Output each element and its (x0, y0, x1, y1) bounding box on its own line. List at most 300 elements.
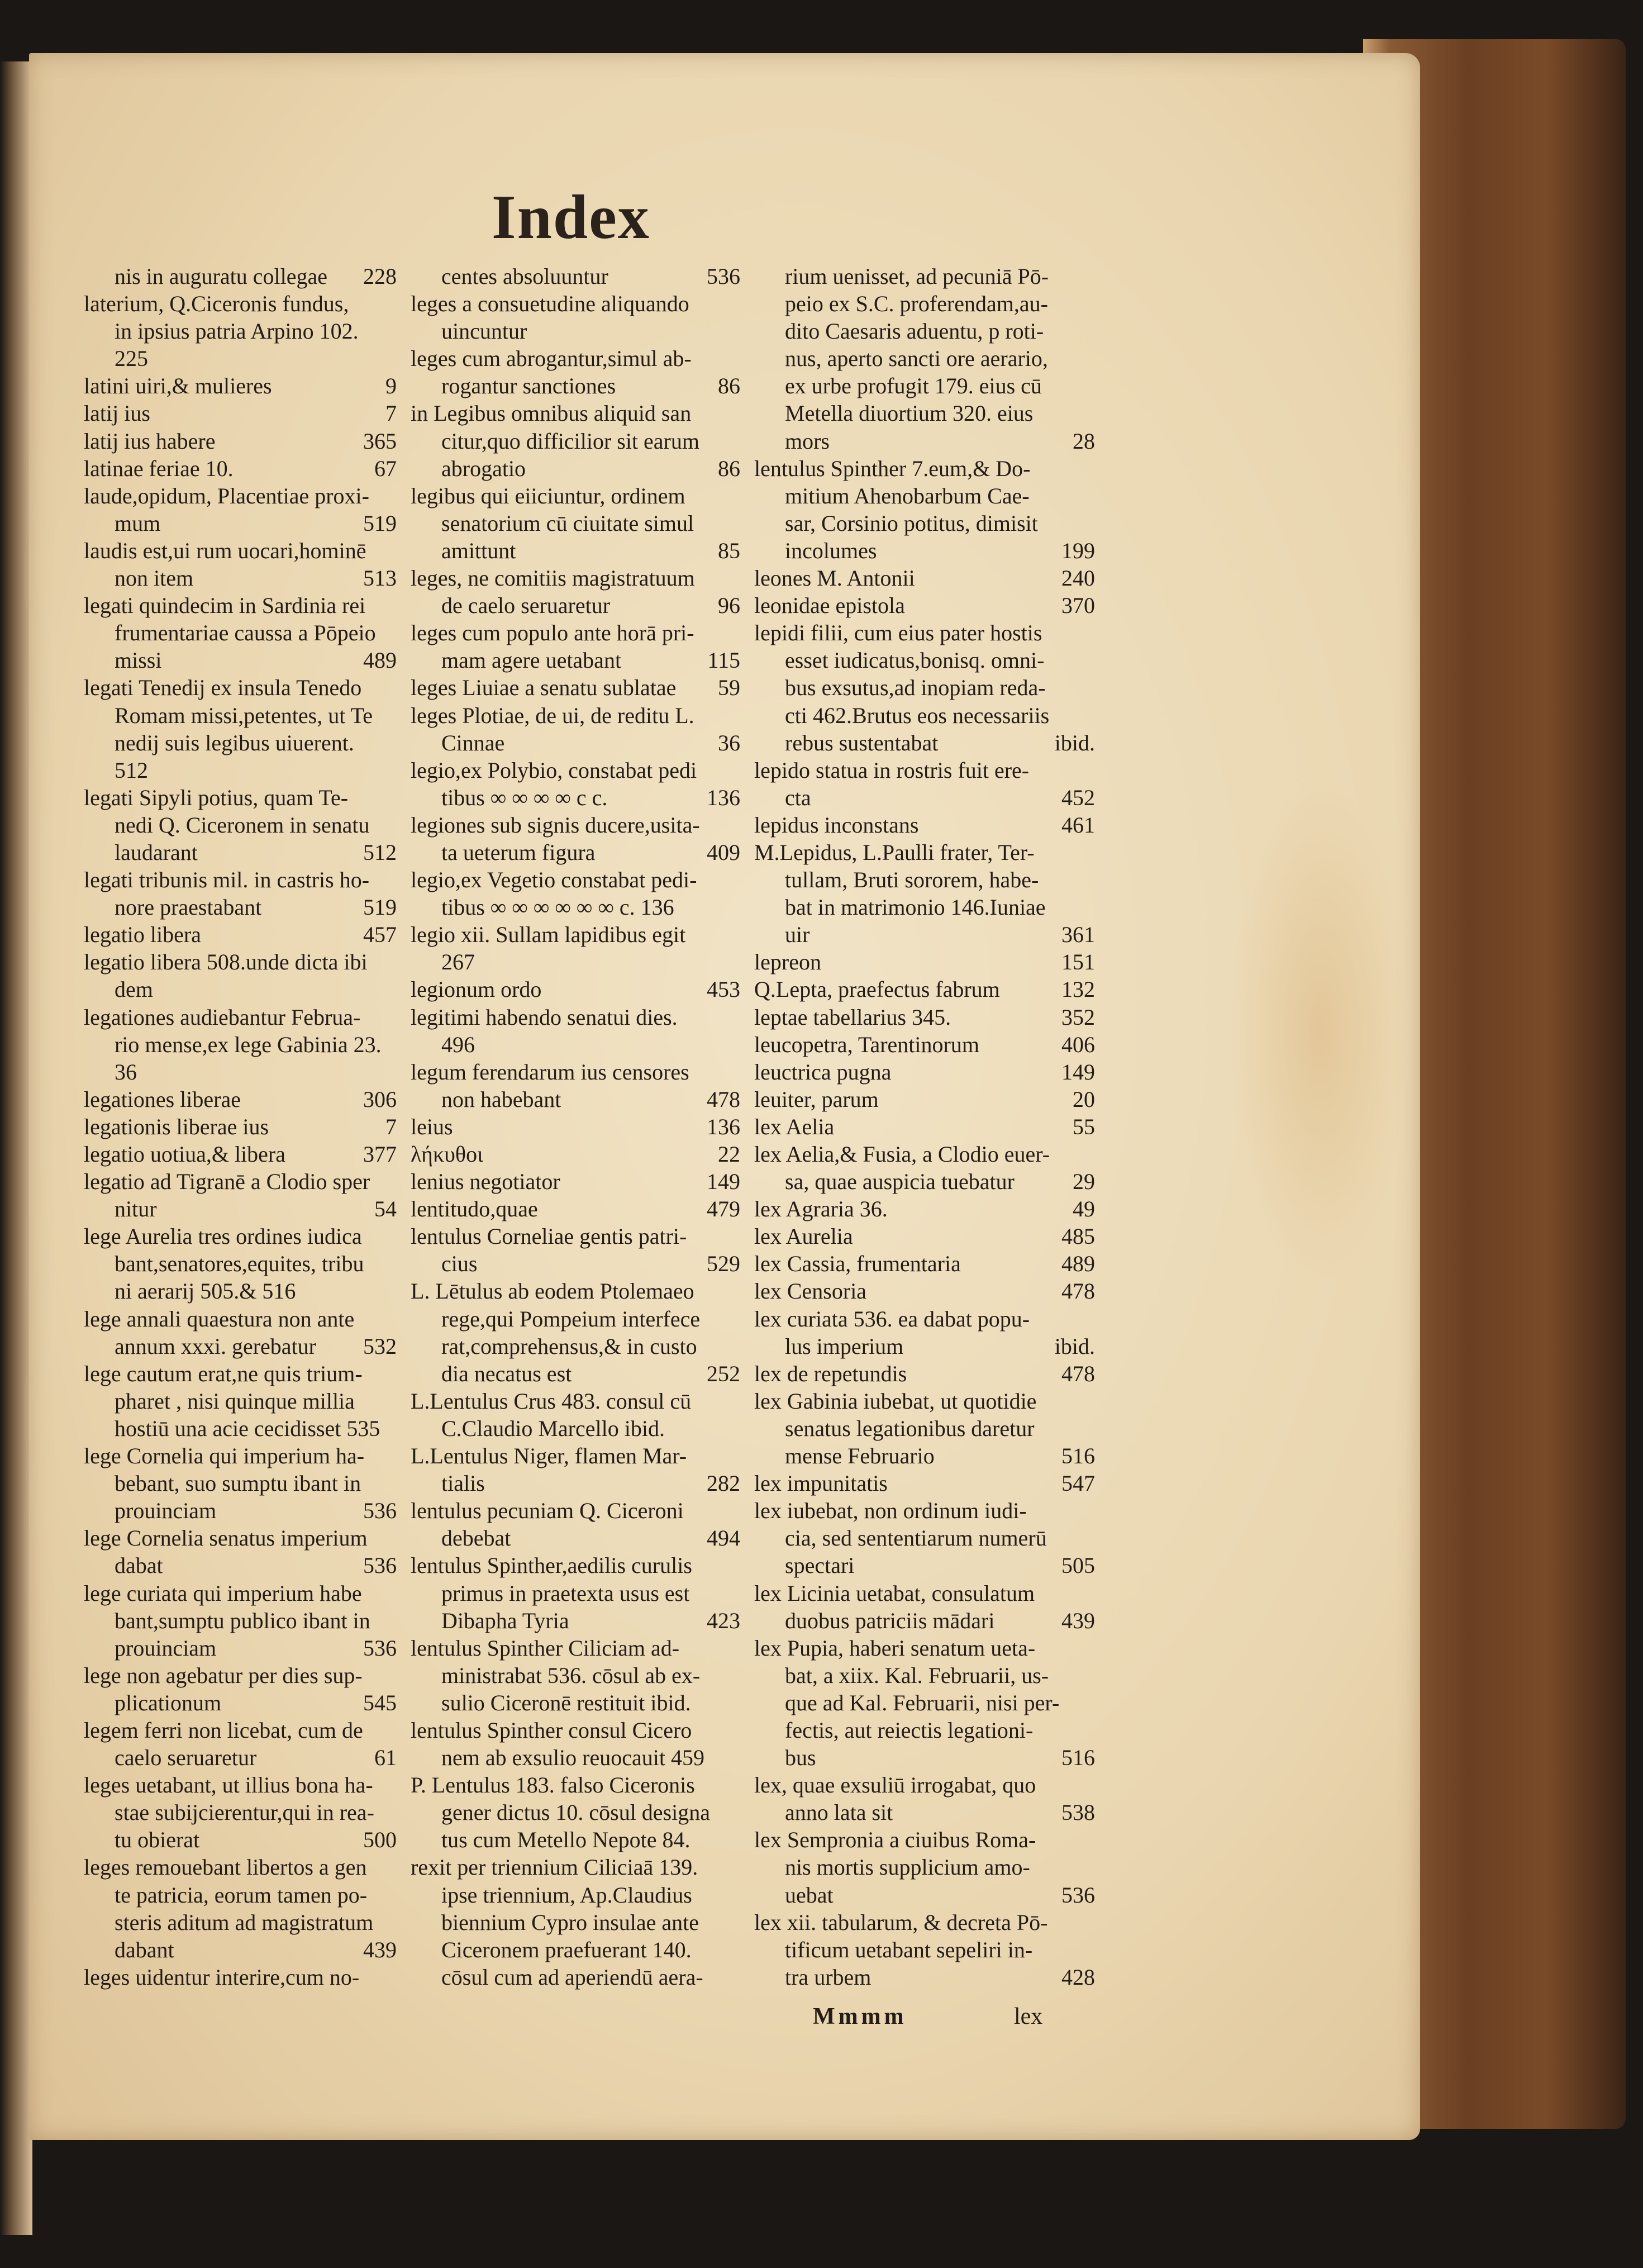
entry-text: lepido statua in rostris fuit ere- (754, 757, 1030, 783)
index-entry-line (411, 866, 740, 893)
entry-text: leges uidentur interire,cum no- (84, 1964, 360, 1990)
index-column-1 (84, 263, 397, 1991)
entry-text: leuctrica pugna (754, 1059, 892, 1085)
index-entry-line (754, 592, 1095, 619)
index-entry-line (411, 1853, 740, 1881)
index-entry-line (84, 1031, 397, 1058)
entry-page-number: 136 (707, 1114, 740, 1139)
index-entry-line (754, 1580, 1095, 1607)
entry-text: tibus ∞ ∞ ∞ ∞ c c. (441, 784, 608, 810)
index-entry-line (411, 921, 740, 948)
entry-text: leonidae epistola (754, 593, 905, 619)
index-entry-line (84, 811, 397, 839)
entry-text: L. Lētulus ab eodem Ptolemaeo (411, 1278, 694, 1304)
entry-page-number: 519 (363, 895, 397, 920)
index-entry-line (84, 592, 397, 619)
entry-text: dem (115, 977, 153, 1002)
index-entry-line (84, 564, 397, 592)
index-entry-line (411, 1140, 740, 1168)
entry-text: leptae tabellarius 345. (754, 1004, 951, 1030)
entry-page-number: 536 (363, 1635, 397, 1661)
entry-text: lege non agebatur per dies sup- (84, 1662, 363, 1688)
entry-text: Q.Lepta, praefectus fabrum (754, 977, 1000, 1002)
index-entry-line (754, 1799, 1095, 1826)
index-entry-line (411, 592, 740, 619)
index-entry-line (84, 702, 397, 729)
index-entry-line (84, 1799, 397, 1826)
entry-text: latij ius habere (84, 428, 216, 454)
index-entry-line (84, 1662, 397, 1689)
index-entry-line (411, 976, 740, 1003)
index-entry-line (84, 1333, 397, 1360)
entry-text: lex Gabinia iubebat, ut quotidie (754, 1388, 1037, 1414)
index-entry-line (754, 537, 1095, 564)
index-entry-line (84, 1387, 397, 1415)
entry-page-number: 36 (718, 730, 740, 755)
entry-text: bant,senatores,equites, tribu (115, 1251, 364, 1277)
index-entry-line (84, 372, 397, 400)
entry-text: te patricia, eorum tamen po- (115, 1882, 368, 1908)
index-entry-line (411, 510, 740, 537)
entry-text: lex Agraria 36. (754, 1196, 888, 1222)
entry-text: prouinciam (115, 1498, 217, 1524)
entry-text: dabant (115, 1937, 174, 1962)
index-entry-line (411, 400, 740, 427)
entry-text: laudis est,ui rum uocari,hominē (84, 538, 366, 563)
entry-page-number: 149 (707, 1169, 740, 1195)
index-entry-line (411, 345, 740, 372)
entry-text: nis in auguratu collegae (115, 264, 327, 289)
index-entry-line (754, 1470, 1095, 1497)
entry-text: Ciceronem praefuerant 140. (441, 1937, 692, 1962)
index-entry-line (411, 317, 740, 345)
index-entry-line (411, 757, 740, 784)
index-entry-line (411, 1799, 740, 1826)
entry-text: rio mense,ex lege Gabinia 23. (115, 1031, 382, 1057)
entry-text: legationes liberae (84, 1086, 241, 1112)
index-entry-line (84, 1250, 397, 1277)
entry-text: leges a consuetudine aliquando (411, 291, 689, 317)
entry-text: Cinnae (441, 730, 505, 755)
index-entry-line (411, 1086, 740, 1113)
entry-text: lex Aelia (754, 1114, 835, 1139)
entry-text: lenius negotiator (411, 1169, 560, 1195)
entry-text: tu obierat (115, 1827, 200, 1853)
entry-text: L.Lentulus Niger, flamen Mar- (411, 1443, 687, 1469)
entry-page-number: 409 (707, 839, 740, 865)
index-entry-line (754, 1497, 1095, 1524)
index-entry-line (754, 1607, 1095, 1634)
entry-text: leges remouebant libertos a gen (84, 1855, 367, 1880)
index-entry-line (754, 1360, 1095, 1387)
index-entry-line (84, 317, 397, 345)
entry-page-number: 536 (707, 264, 740, 289)
entry-page-number: 519 (363, 510, 397, 536)
entry-page-number: 22 (718, 1142, 740, 1167)
index-entry-line (84, 1552, 397, 1579)
entry-text: leuiter, parum (754, 1086, 879, 1112)
entry-text: mense Februario (785, 1443, 935, 1469)
entry-text: stae subijcierentur,qui in rea- (115, 1800, 374, 1825)
entry-text: lentulus Spinther consul Cicero (411, 1717, 692, 1743)
index-entry-line (754, 1689, 1095, 1717)
entry-page-number: 352 (1061, 1004, 1095, 1030)
index-entry-line (84, 1497, 397, 1524)
entry-text: cōsul cum ad aperiendū aera- (441, 1964, 703, 1990)
index-entry-line (84, 537, 397, 564)
index-entry-line (84, 510, 397, 537)
entry-text: ipse triennium, Ap.Claudius (441, 1882, 692, 1908)
index-entry-line (411, 1909, 740, 1936)
entry-text: nus, aperto sancti ore aerario, (785, 346, 1048, 372)
index-entry-line (84, 1826, 397, 1853)
entry-text: peio ex S.C. proferendam,au- (785, 291, 1048, 317)
entry-page-number: 7 (385, 401, 397, 426)
index-entry-line (411, 839, 740, 866)
entry-text: lex iubebat, non ordinum iudi- (754, 1498, 1027, 1524)
index-entry-line (84, 1277, 397, 1305)
entry-text: lepidi filii, cum eius pater hostis (754, 620, 1042, 646)
entry-text: tus cum Metello Nepote 84. (441, 1827, 690, 1853)
index-entry-line (411, 564, 740, 592)
entry-text: legem ferri non licebat, cum de (84, 1717, 363, 1743)
entry-page-number: 59 (718, 675, 740, 701)
entry-text: incolumes (785, 538, 877, 563)
index-entry-line (84, 1140, 397, 1168)
entry-text: ministrabat 536. cōsul ab ex- (441, 1662, 701, 1688)
entry-text: lege Cornelia senatus imperium (84, 1525, 368, 1551)
index-entry-line (754, 1168, 1095, 1195)
entry-text: lege Cornelia qui imperium ha- (84, 1443, 365, 1469)
entry-text: leges Liuiae a senatu sublatae (411, 675, 677, 701)
entry-page-number: 67 (374, 455, 397, 481)
entry-page-number: 513 (363, 565, 397, 591)
entry-page-number: 86 (718, 455, 740, 481)
index-entry-line (411, 1387, 740, 1415)
index-entry-line (754, 702, 1095, 729)
entry-text: cti 462.Brutus eos necessariis (785, 702, 1050, 728)
index-entry-line (754, 564, 1095, 592)
entry-page-number: 423 (707, 1608, 740, 1633)
entry-page-number: 536 (1061, 1882, 1095, 1908)
entry-page-number: 532 (363, 1333, 397, 1359)
index-entry-line (754, 1004, 1095, 1031)
entry-text: nis mortis supplicium amo- (785, 1855, 1030, 1880)
index-entry-line (84, 757, 397, 784)
index-entry-line (754, 893, 1095, 921)
index-entry-line (84, 921, 397, 948)
index-entry-line (84, 1909, 397, 1936)
entry-text: lentulus pecuniam Q. Ciceroni (411, 1498, 684, 1524)
index-entry-line (84, 1580, 397, 1607)
entry-text: lex Cassia, frumentaria (754, 1251, 961, 1277)
index-entry-line (754, 757, 1095, 784)
entry-page-number: 478 (707, 1086, 740, 1112)
entry-text: primus in praetexta usus est (441, 1580, 690, 1606)
index-entry-line (411, 482, 740, 510)
entry-page-number: 96 (718, 593, 740, 619)
entry-page-number: 547 (1061, 1471, 1095, 1496)
entry-text: leius (411, 1114, 453, 1139)
index-entry-line (84, 839, 397, 866)
entry-text: latinae feriae 10. (84, 455, 234, 481)
entry-text: leges, ne comitiis magistratuum (411, 565, 695, 591)
entry-text: lex Aelia,& Fusia, a Clodio euer- (754, 1142, 1050, 1167)
entry-text: uebat (785, 1882, 834, 1908)
entry-page-number: 479 (707, 1196, 740, 1222)
entry-page-number: 115 (707, 648, 740, 673)
entry-text: λήκυθοι (411, 1142, 483, 1167)
entry-text: legibus qui eiiciuntur, ordinem (411, 483, 685, 508)
index-entry-line (84, 1771, 397, 1799)
entry-page-number: 529 (707, 1251, 740, 1277)
entry-text: rogantur sanctiones (441, 373, 616, 399)
index-entry-line (84, 1195, 397, 1223)
index-entry-line (411, 537, 740, 564)
index-entry-line (411, 372, 740, 400)
index-entry-line (754, 1113, 1095, 1140)
entry-page-number: 132 (1061, 977, 1095, 1002)
index-entry-line (754, 372, 1095, 400)
entry-text: dabat (115, 1553, 163, 1578)
index-entry-line (411, 1058, 740, 1086)
index-entry-line (754, 1333, 1095, 1360)
entry-text: 512 (115, 757, 148, 783)
index-entry-line (84, 400, 397, 427)
index-entry-line (84, 1607, 397, 1634)
entry-text: nem ab exsulio reuocauit 459 (441, 1745, 704, 1771)
index-column-3 (754, 263, 1095, 1991)
index-entry-line (754, 619, 1095, 646)
entry-text: lentulus Corneliae gentis patri- (411, 1224, 687, 1249)
entry-text: legatio uotiua,& libera (84, 1142, 285, 1167)
index-entry-line (411, 784, 740, 811)
entry-text: leges cum abrogantur,simul ab- (411, 346, 692, 372)
index-entry-line (411, 290, 740, 317)
entry-page-number: 85 (718, 538, 740, 563)
entry-text: lex Censoria (754, 1278, 867, 1304)
entry-text: anno lata sit (785, 1800, 893, 1825)
index-entry-line (754, 948, 1095, 976)
index-entry-line (754, 784, 1095, 811)
entry-page-number: 61 (374, 1745, 397, 1771)
entry-text: lex impunitatis (754, 1471, 888, 1496)
index-entry-line (754, 1086, 1095, 1113)
entry-text: pharet , nisi quinque millia (115, 1388, 355, 1414)
entry-text: P. Lentulus 183. falso Ciceronis (411, 1772, 695, 1798)
index-entry-line (411, 893, 740, 921)
entry-text: bebant, suo sumptu ibant in (115, 1471, 361, 1496)
index-entry-line (411, 1277, 740, 1305)
entry-text: 267 (441, 949, 475, 975)
index-entry-line (754, 729, 1095, 757)
entry-text: dia necatus est (441, 1361, 572, 1386)
index-entry-line (411, 1881, 740, 1909)
index-entry-line (84, 784, 397, 811)
entry-page-number: 439 (363, 1937, 397, 1962)
index-entry-line (411, 1004, 740, 1031)
entry-text: ta ueterum figura (441, 839, 596, 865)
entry-text: uincuntur (441, 318, 527, 344)
facing-page-sliver (0, 61, 32, 2235)
water-stain (1230, 779, 1409, 1282)
index-entry-line (84, 1086, 397, 1113)
entry-text: legati Sipyli potius, quam Te- (84, 784, 349, 810)
entry-text: nitur (115, 1196, 157, 1222)
index-entry-line (754, 455, 1095, 482)
entry-page-number: 28 (1073, 428, 1095, 454)
index-entry-line (754, 1771, 1095, 1799)
index-entry-line (754, 674, 1095, 701)
index-entry-line (84, 976, 397, 1003)
entry-text: mum (115, 510, 161, 536)
index-entry-line (84, 619, 397, 646)
entry-page-number: 461 (1061, 812, 1095, 838)
entry-text: non item (115, 565, 194, 591)
entry-text: caelo seruaretur (115, 1745, 257, 1771)
index-entry-line (411, 1689, 740, 1717)
index-entry-line (411, 455, 740, 482)
entry-text: leges cum populo ante horā pri- (411, 620, 694, 646)
index-entry-line (411, 1442, 740, 1470)
entry-text: C.Claudio Marcello ibid. (441, 1415, 665, 1441)
entry-page-number: 282 (707, 1471, 740, 1496)
index-entry-line (754, 1936, 1095, 1963)
entry-text: missi (115, 648, 162, 673)
entry-text: ex urbe profugit 179. eius cū (785, 373, 1042, 399)
entry-page-number: 136 (707, 784, 740, 810)
index-entry-line (84, 1113, 397, 1140)
entry-text: legati tribunis mil. in castris ho- (84, 867, 370, 893)
entry-page-number: 538 (1061, 1800, 1095, 1825)
entry-page-number: ibid. (1054, 730, 1095, 755)
entry-text: lus imperium (785, 1333, 904, 1359)
entry-text: legatio ad Tigranē a Clodio sper (84, 1169, 370, 1195)
index-entry-line (411, 1470, 740, 1497)
index-entry-line (411, 1607, 740, 1634)
entry-page-number: ibid. (1054, 1333, 1095, 1359)
entry-text: legionum ordo (411, 977, 542, 1002)
entry-text: sar, Corsinio potitus, dimisit (785, 510, 1038, 536)
index-entry-line (84, 1936, 397, 1963)
entry-text: uir (785, 922, 810, 948)
entry-text: ni aerarij 505.& 516 (115, 1278, 296, 1304)
entry-text: lepreon (754, 949, 821, 975)
entry-text: leucopetra, Tarentinorum (754, 1031, 979, 1057)
entry-page-number: 361 (1061, 922, 1095, 948)
entry-text: cta (785, 784, 811, 810)
index-entry-line (754, 1744, 1095, 1771)
entry-text: legum ferendarum ius censores (411, 1059, 689, 1085)
entry-text: leones M. Antonii (754, 565, 915, 591)
entry-text: nedi Q. Ciceronem in senatu (115, 812, 370, 838)
entry-text: mitium Ahenobarbum Cae- (785, 483, 1030, 508)
entry-text: senatorium cū ciuitate simul (441, 510, 694, 536)
index-entry-line (411, 674, 740, 701)
entry-text: steris aditum ad magistratum (115, 1909, 374, 1935)
index-entry-line (754, 317, 1095, 345)
index-entry-line (411, 1936, 740, 1963)
entry-text: nore praestabant (115, 895, 262, 920)
entry-text: citur,quo difficilior sit earum (441, 428, 699, 454)
entry-text: legio,ex Vegetio constabat pedi- (411, 867, 697, 893)
entry-page-number: 536 (363, 1553, 397, 1578)
index-entry-line (411, 1771, 740, 1799)
entry-page-number: 489 (363, 648, 397, 673)
index-entry-line (84, 1689, 397, 1717)
entry-text: lepidus inconstans (754, 812, 919, 838)
entry-text: L.Lentulus Crus 483. consul cū (411, 1388, 692, 1414)
entry-page-number: 199 (1061, 538, 1095, 563)
index-entry-line (411, 1195, 740, 1223)
entry-text: laude,opidum, Placentiae proxi- (84, 483, 369, 508)
index-entry-line (84, 866, 397, 893)
entry-page-number: 20 (1073, 1086, 1095, 1112)
index-entry-line (754, 1442, 1095, 1470)
entry-text: lentulus Spinther Ciliciam ad- (411, 1635, 680, 1661)
entry-text: debebat (441, 1525, 511, 1551)
entry-text: dito Caesaris aduentu, p roti- (785, 318, 1044, 344)
entry-page-number: 536 (363, 1498, 397, 1524)
index-entry-line (754, 1826, 1095, 1853)
index-entry-line (84, 1963, 397, 1991)
entry-text: lege curiata qui imperium habe (84, 1580, 362, 1606)
entry-text: legationes audiebantur Februa- (84, 1004, 361, 1030)
entry-page-number: 494 (707, 1525, 740, 1551)
entry-text: lex curiata 536. ea dabat popu- (754, 1306, 1030, 1332)
entry-text: amittunt (441, 538, 516, 563)
index-entry-line (754, 1195, 1095, 1223)
entry-text: lex Aurelia (754, 1224, 853, 1249)
entry-page-number: 54 (374, 1196, 397, 1222)
entry-page-number: 252 (707, 1361, 740, 1386)
entry-text: bus exsutus,ad inopiam reda- (785, 675, 1046, 701)
entry-text: legitimi habendo senatui dies. (411, 1004, 678, 1030)
entry-text: lex, quae exsuliū irrogabat, quo (754, 1772, 1036, 1798)
entry-text: lentulus Spinther,aedilis curulis (411, 1553, 692, 1578)
index-entry-line (411, 263, 740, 290)
index-entry-line (754, 1305, 1095, 1333)
index-entry-line (754, 646, 1095, 674)
index-entry-line (754, 1634, 1095, 1662)
index-entry-line (754, 1552, 1095, 1579)
entry-text: lex Pupia, haberi senatum ueta- (754, 1635, 1036, 1661)
entry-text: frumentariae caussa a Pōpeio (115, 620, 376, 646)
entry-page-number: 9 (385, 373, 397, 399)
entry-text: 496 (441, 1031, 475, 1057)
index-entry-line (411, 427, 740, 455)
index-entry-line (84, 482, 397, 510)
index-entry-line (754, 1909, 1095, 1936)
entry-page-number: 151 (1061, 949, 1095, 975)
index-entry-line (754, 1717, 1095, 1744)
index-entry-line (84, 1634, 397, 1662)
entry-text: leges uetabant, ut illius bona ha- (84, 1772, 373, 1798)
entry-page-number: 7 (385, 1114, 397, 1139)
entry-page-number: 370 (1061, 593, 1095, 619)
entry-page-number: 149 (1061, 1059, 1095, 1085)
index-entry-line (754, 1058, 1095, 1086)
entry-text: bus (785, 1745, 816, 1771)
index-entry-line (411, 1305, 740, 1333)
entry-text: esset iudicatus,bonisq. omni- (785, 648, 1045, 673)
entry-text: rium uenisset, ad pecuniā Pō- (785, 264, 1049, 289)
index-entry-line (84, 1168, 397, 1195)
index-entry-line (411, 1662, 740, 1689)
entry-text: 36 (115, 1059, 137, 1085)
entry-text: tialis (441, 1471, 485, 1496)
entry-page-number: 505 (1061, 1553, 1095, 1578)
